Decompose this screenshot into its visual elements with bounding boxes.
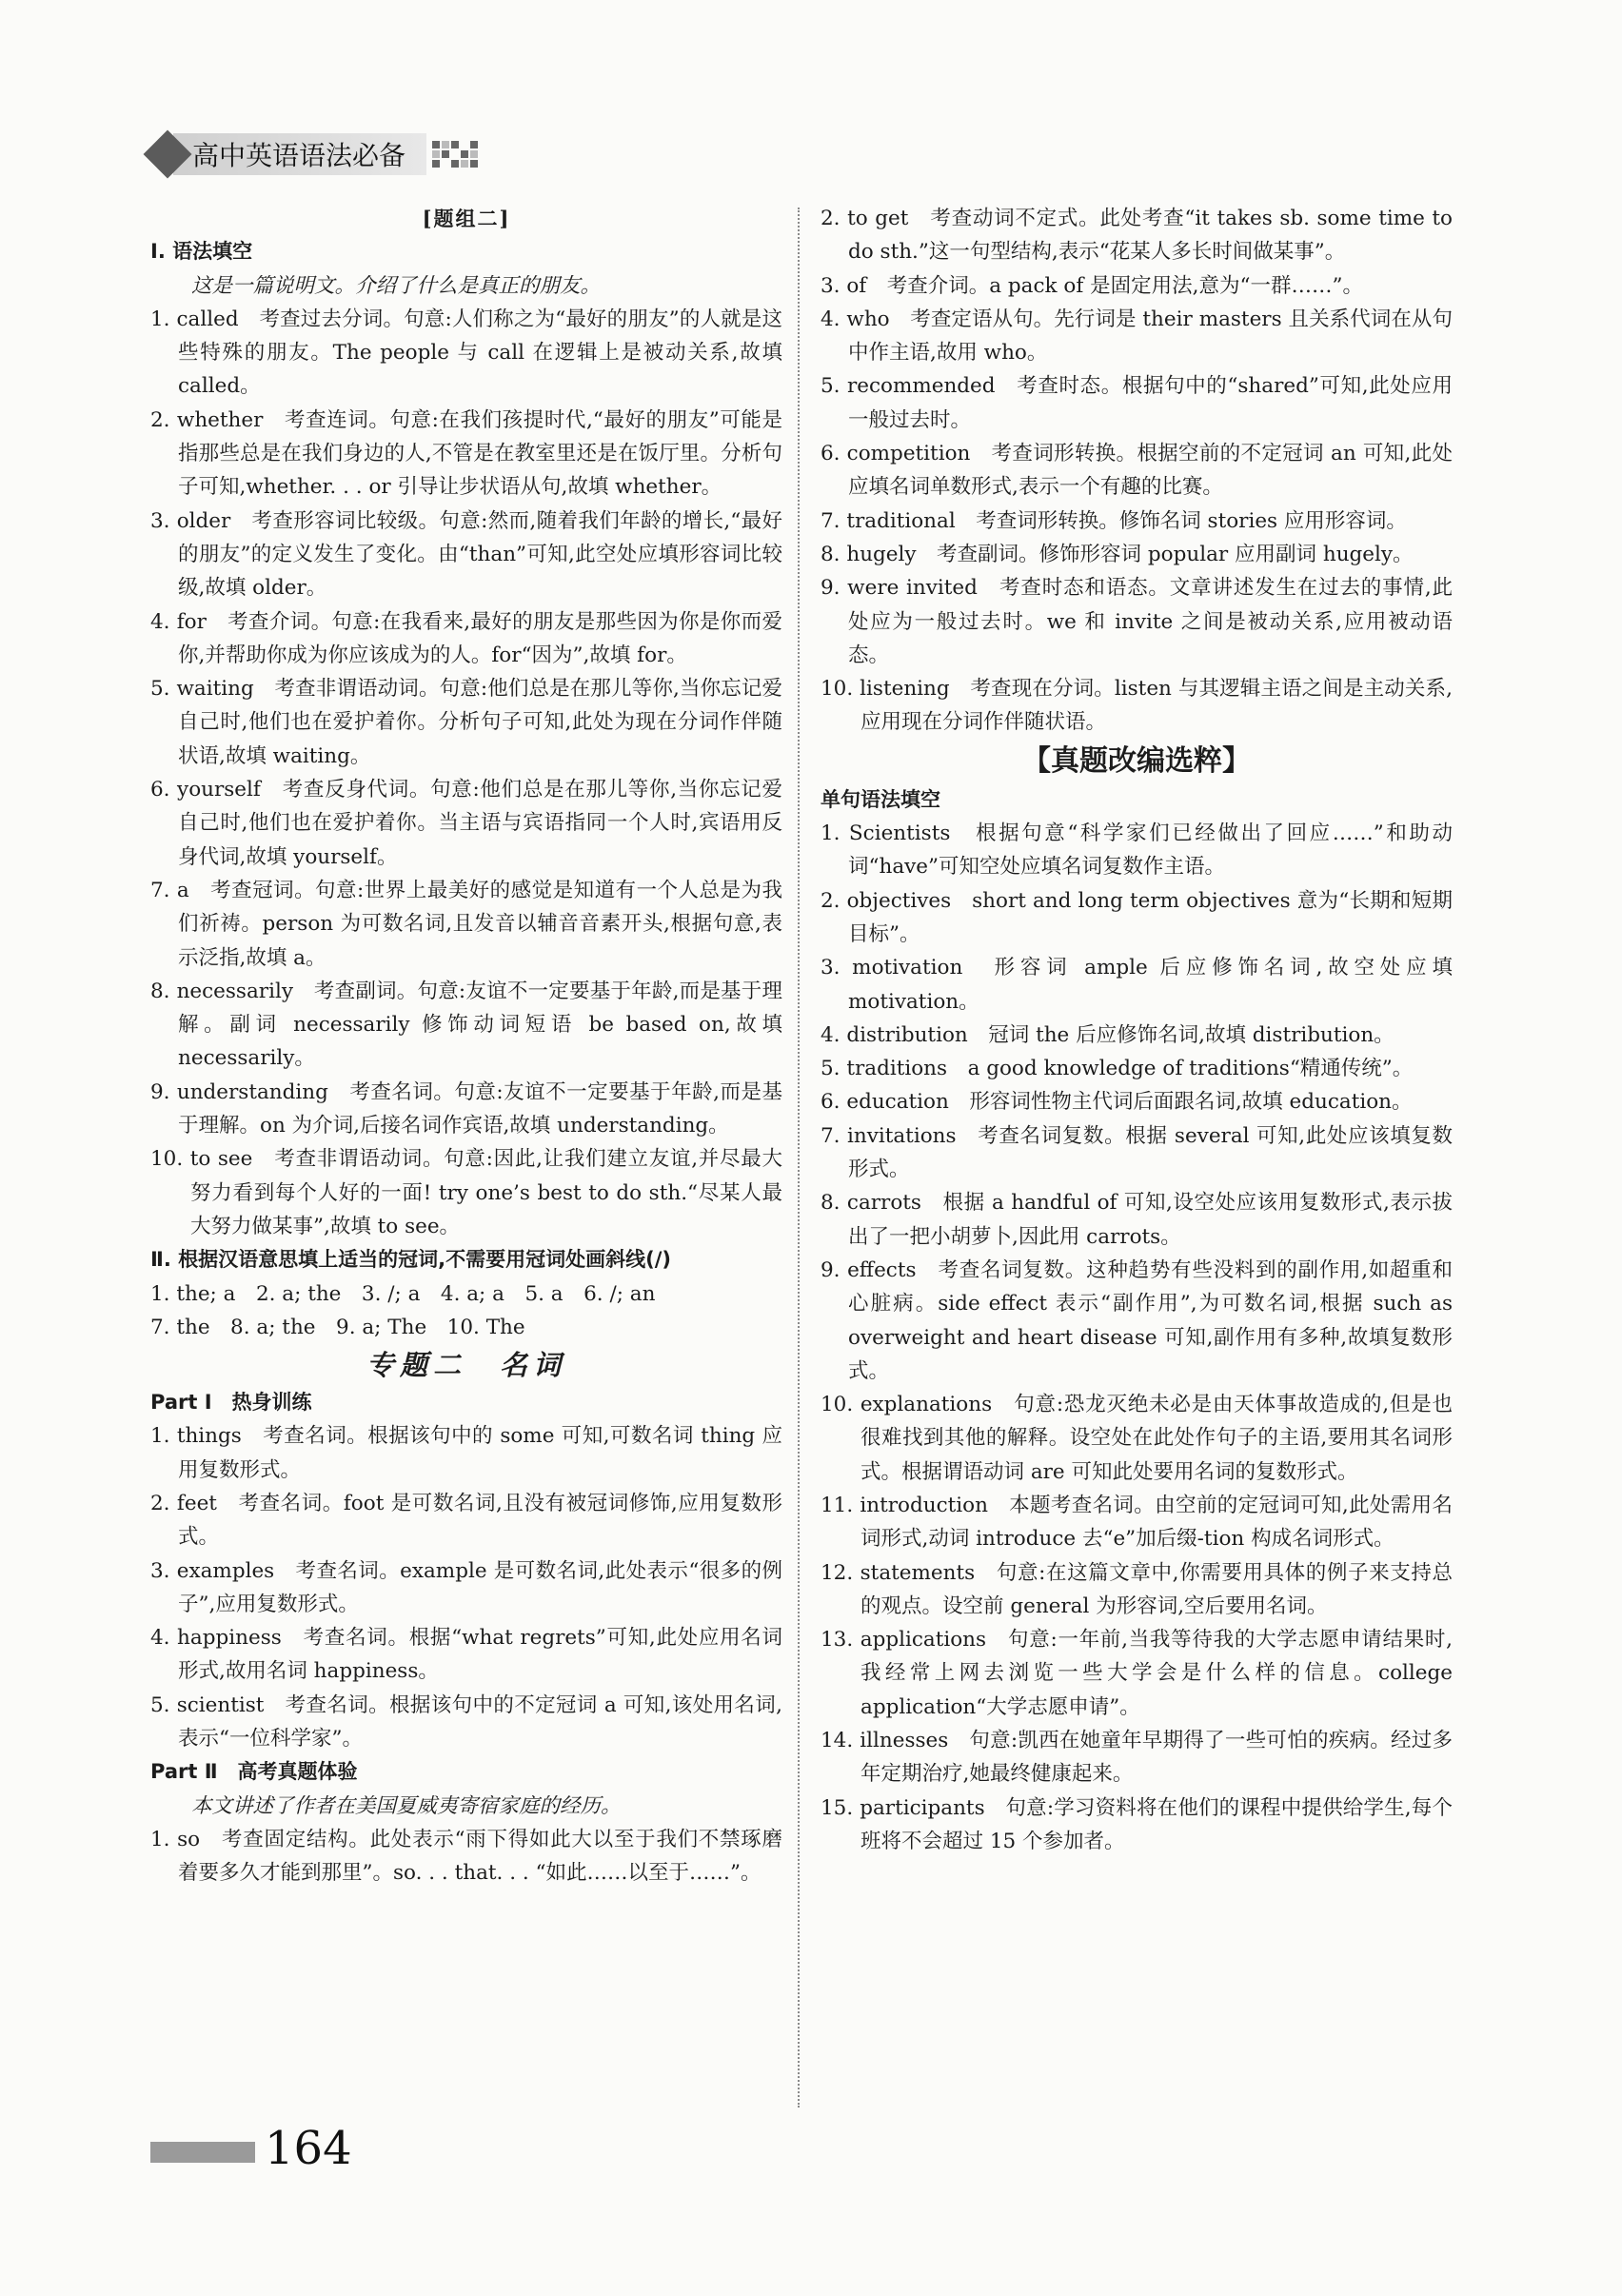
- right-paragraph: 单句语法填空: [821, 787, 940, 811]
- left-paragraph: 4. for 考查介词。句意:在我看来,最好的朋友是那些因为你是你而爱你,并帮助你成为你应该成为的人。for“因为”,故填 for。: [150, 609, 782, 667]
- left-paragraph: [题组二]: [422, 207, 511, 230]
- left-paragraph: 1. the; a 2. a; the 3. /; a 4. a; a 5. a 6. /; an: [150, 1281, 656, 1306]
- right-paragraph: 8. carrots 根据 a handful of 可知,设空处应该用复数形式,表示拔出了一把小胡萝卜,因此用 carrots。: [821, 1191, 1453, 1249]
- right-paragraph: 6. education 形容词性物主代词后面跟名词,故填 education。: [821, 1090, 1413, 1115]
- left-paragraph: 专题二 名词: [366, 1349, 566, 1382]
- column-divider: [798, 208, 800, 2108]
- left-paragraph: 10. to see 考查非谓语动词。句意:因此,让我们建立友谊,并尽最大努力看到每个人好的一面! try one’s best to do sth.“尽某人最大努力做某事”,故填 to see。: [150, 1147, 782, 1238]
- right-paragraph: 2. objectives short and long term objectives 意为“长期和短期目标”。: [821, 888, 1453, 946]
- left-paragraph: 这是一篇说明文。介绍了什么是真正的朋友。: [191, 273, 602, 298]
- right-paragraph: 5. recommended 考查时态。根据句中的“shared”可知,此处应用一般过去时。: [821, 374, 1453, 432]
- page-header: [150, 133, 478, 175]
- pixel-pattern-icon: [432, 141, 478, 168]
- right-paragraph: 7. invitations 考查名词复数。根据 several 可知,此处应该填复数形式。: [821, 1123, 1453, 1182]
- right-paragraph: 5. traditions a good knowledge of traditions“精通传统”。: [821, 1057, 1414, 1081]
- left-paragraph: 5. scientist 考查名词。根据该句中的不定冠词 a 可知,该处用名词,表示“一位科学家”。: [150, 1692, 782, 1752]
- right-paragraph: 12. statements 句意:在这篇文章中,你需要用具体的例子来支持总的观点。设空前 general 为形容词,空后要用名词。: [821, 1560, 1453, 1618]
- left-paragraph: 1. things 考查名词。根据该句中的 some 可知,可数名词 thing 应用复数形式。: [150, 1424, 782, 1482]
- left-paragraph: 6. yourself 考查反身代词。句意:他们总是在那儿等你,当你忘记爱自己时,他们也在爱护着你。当主语与宾语指同一个人时,宾语用反身代词,故填 yourself。: [150, 778, 782, 869]
- footer-bar: [150, 2142, 255, 2163]
- right-paragraph: 3. of 考查介词。a pack of 是固定用法,意为“一群……”。: [821, 273, 1363, 298]
- header-band: [173, 133, 426, 175]
- left-paragraph: 5. waiting 考查非谓语动词。句意:他们总是在那儿等你,当你忘记爱自己时,他们也在爱护着你。分析句子可知,此处为现在分词作伴随状语,故填 waiting。: [150, 677, 782, 768]
- right-paragraph: 4. who 考查定语从句。先行词是 their masters 且关系代词在从句中作主语,故用 who。: [821, 307, 1453, 366]
- left-paragraph: Part Ⅱ 高考真题体验: [150, 1760, 358, 1784]
- right-paragraph: 3. motivation 形容词 ample 后应修饰名词,故空处应填 motivation。: [821, 956, 1453, 1014]
- left-paragraph: 7. the 8. a; the 9. a; The 10. The: [150, 1315, 525, 1339]
- right-paragraph: 13. applications 句意:一年前,当我等待我的大学志愿申请结果时,我经常上网去浏览一些大学会是什么样的信息。college application“大学志愿申请”。: [821, 1628, 1453, 1719]
- left-paragraph: 1. so 考查固定结构。此处表示“雨下得如此大以至于我们不禁琢磨着要多久才能到那里”。so. . . that. . . “如此……以至于……”。: [150, 1827, 782, 1886]
- right-paragraph: 10. listening 考查现在分词。listen 与其逻辑主语之间是主动关系,应用现在分词作伴随状语。: [821, 677, 1453, 735]
- right-paragraph: 8. hugely 考查副词。修饰形容词 popular 应用副词 hugely。: [821, 542, 1414, 566]
- left-paragraph: 3. older 考查形容词比较级。句意:然而,随着我们年龄的增长,“最好的朋友”的定义发生了变化。由“than”可知,此空处应填形容词比较级,故填 older。: [150, 508, 782, 601]
- book-title: 高中英语语法必备: [192, 140, 406, 171]
- right-paragraph: 4. distribution 冠词 the 后应修饰名词,故填 distribution。: [821, 1022, 1395, 1047]
- right-paragraph: 11. introduction 本题考查名词。由空前的定冠词可知,此处需用名词形式,动词 introduce 去“e”加后缀-tion 构成名词形式。: [821, 1493, 1453, 1552]
- right-paragraph: 1. Scientists 根据句意“科学家们已经做出了回应……”和助动词“have”可知空处应填名词复数作主语。: [821, 821, 1453, 880]
- right-paragraph: 7. traditional 考查词形转换。修饰名词 stories 应用形容词。: [821, 508, 1407, 533]
- left-paragraph: 9. understanding 考查名词。句意:友谊不一定要基于年龄,而是基于理解。on 为介词,后接名词作宾语,故填 understanding。: [150, 1079, 782, 1138]
- left-paragraph: Ⅰ. 语法填空: [150, 240, 253, 264]
- left-paragraph: 本文讲述了作者在美国夏威夷寄宿家庭的经历。: [191, 1793, 622, 1818]
- left-paragraph: 3. examples 考查名词。example 是可数名词,此处表示“很多的例子”,应用复数形式。: [150, 1558, 782, 1616]
- right-column: [821, 202, 1453, 1858]
- right-paragraph: 9. effects 考查名词复数。这种趋势有些没料到的副作用,如超重和心脏病。side effect 表示“副作用”,为可数名词,根据 such as overweight and heart disease 可知,副作用有多种,故填复数形式。: [821, 1257, 1453, 1383]
- right-paragraph: 2. to get 考查动词不定式。此处考查“it takes sb. some time to do sth.”这一句型结构,表示“花某人多长时间做某事”。: [821, 207, 1453, 265]
- left-column: [150, 202, 782, 1890]
- left-paragraph: 7. a 考查冠词。句意:世界上最美好的感觉是知道有一个人总是为我们祈祷。person 为可数名词,且发音以辅音音素开头,根据句意,表示泛指,故填 a。: [150, 878, 782, 970]
- left-paragraph: Part Ⅰ 热身训练: [150, 1391, 312, 1415]
- right-paragraph: 9. were invited 考查时态和语态。文章讲述发生在过去的事情,此处应为一般过去时。we 和 invite 之间是被动关系,应用被动语态。: [821, 576, 1453, 667]
- right-paragraph: 15. participants 句意:学习资料将在他们的课程中提供给学生,每个班将不会超过 15 个参加者。: [821, 1795, 1453, 1853]
- left-paragraph: 8. necessarily 考查副词。句意:友谊不一定要基于年龄,而是基于理解。副词 necessarily 修饰动词短语 be based on,故填 necessarily。: [150, 979, 782, 1071]
- page-number: 164: [265, 2122, 352, 2175]
- left-paragraph: 4. happiness 考查名词。根据“what regrets”可知,此处应用名词形式,故用名词 happiness。: [150, 1626, 782, 1684]
- left-paragraph: Ⅱ. 根据汉语意思填上适当的冠词,不需要用冠词处画斜线(/): [150, 1248, 671, 1272]
- right-paragraph: 6. competition 考查词形转换。根据空前的不定冠词 an 可知,此处应填名词单数形式,表示一个有趣的比赛。: [821, 442, 1453, 500]
- left-paragraph: 1. called 考查过去分词。句意:人们称之为“最好的朋友”的人就是这些特殊的朋友。The people 与 call 在逻辑上是被动关系,故填 called。: [150, 307, 782, 399]
- left-paragraph: 2. feet 考查名词。foot 是可数名词,且没有被冠词修饰,应用复数形式。: [150, 1491, 782, 1550]
- page-footer: [150, 2122, 352, 2175]
- right-paragraph: 【真题改编选粹】: [1022, 743, 1251, 778]
- left-paragraph: 2. whether 考查连词。句意:在我们孩提时代,“最好的朋友”可能是指那些总是在我们身边的人,不管是在教室里还是在饭厅里。分析句子可知,whether. . . or 引导让步状语从句,故填 whether。: [150, 407, 782, 500]
- right-paragraph: 10. explanations 句意:恐龙灭绝未必是由天体事故造成的,但是也很难找到其他的解释。设空处在此处作句子的主语,要用其名词形式。根据谓语动词 are 可知此处要用名词的复数形式。: [821, 1393, 1453, 1484]
- right-paragraph: 14. illnesses 句意:凯西在她童年早期得了一些可怕的疾病。经过多年定期治疗,她最终健康起来。: [821, 1729, 1453, 1787]
